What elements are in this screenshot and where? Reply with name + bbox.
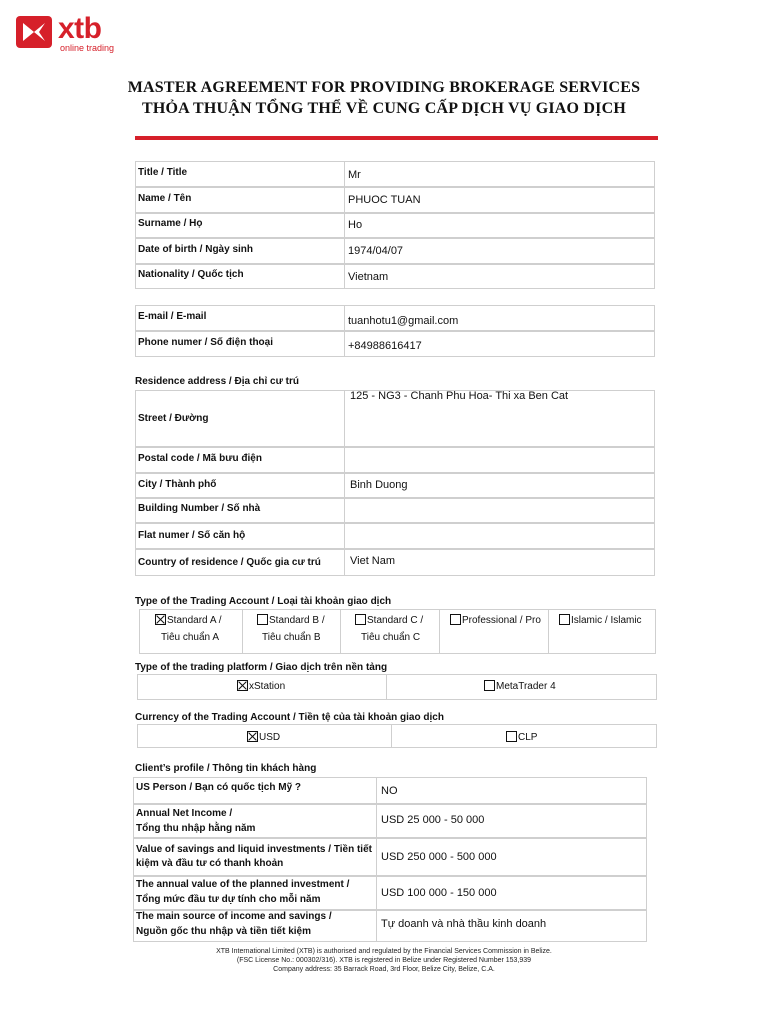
document-title-vietnamese: THỎA THUẬN TỔNG THỂ VỀ CUNG CẤP DỊCH VỤ GIAO DỊCH [142,100,626,117]
savings-value: USD 250 000 - 500 000 [381,851,497,863]
option-label: Standard B / [269,615,325,626]
document-title-english: MASTER AGREEMENT FOR PROVIDING BROKERAGE SERVICES [127,79,641,96]
flat-number-value-cell[interactable] [344,523,655,549]
city-label: City / Thành phố [138,479,217,490]
residence-section-title: Residence address / Địa chỉ cư trú [135,376,299,387]
currency-box [137,724,657,748]
us-person-label: US Person / Bạn có quốc tịch Mỹ ? [136,782,302,793]
planned-investment-value: USD 100 000 - 150 000 [381,887,497,899]
us-person-value: NO [381,785,398,797]
footer-address: Company address: 35 Barrack Road, 3rd Floor, Belize City, Belize, C.A. [273,966,495,973]
option-label: Standard C / [367,615,424,626]
option-sublabel: Tiêu chuẩn A [161,632,220,643]
annual-income-value: USD 25 000 - 50 000 [381,814,485,826]
annual-income-label: Annual Net Income / [136,808,233,819]
divider [242,609,243,654]
footer-license: (FSC License No.: 000302/316). XTB is registered in Belize under Registered Number 153,939 [236,957,532,964]
footer-regulation: XTB International Limited (XTB) is authorised and regulated by the Financial Services Commission in Belize. [216,948,552,955]
income-source-label-vi: Nguồn gốc thu nhập và tiền tiết kiệm [136,926,312,937]
email-label: E-mail / E-mail [138,311,207,322]
option-label: USD [259,732,281,743]
option-usd[interactable] [247,731,280,743]
xtb-logo [16,12,116,53]
account-type-section-title: Type of the Trading Account / Loại tài khoản giao dịch [135,596,392,607]
option-clp[interactable] [506,731,537,743]
country-label: Country of residence / Quốc gia cư trú [138,557,321,568]
personal-value-cell[interactable] [344,264,655,289]
email-value: tuanhotu1@gmail.com [348,315,459,327]
title-label: Title / Title [138,167,188,178]
date-of-birth-label: Date of birth / Ngày sinh [138,244,254,255]
divider [386,674,387,700]
option-standard-b[interactable] [257,614,325,626]
option-label: CLP [518,732,538,743]
option-label: xStation [249,681,286,692]
option-label: MetaTrader 4 [496,681,556,692]
city-value: Binh Duong [350,479,408,491]
divider [391,724,392,748]
title-divider [135,136,658,140]
option-standard-a[interactable] [155,614,222,626]
option-label: Islamic / Islamic [571,615,642,626]
option-standard-c[interactable] [355,614,423,626]
divider [548,609,549,654]
name-label: Name / Tên [138,193,192,204]
phone-label: Phone numer / Số điện thoại [138,337,274,348]
date-of-birth-value: 1974/04/07 [348,245,404,257]
checkbox-icon[interactable] [257,614,268,625]
savings-label: Value of savings and liquid investments / Tiền tiết [136,844,372,855]
checkbox-checked-icon[interactable] [155,614,166,625]
income-source-value: Tự doanh và nhà thầu kinh doanh [381,918,547,930]
option-sublabel: Tiêu chuẩn C [361,632,421,643]
personal-value-cell[interactable] [344,161,655,187]
postal-code-label: Postal code / Mã bưu điện [138,453,262,464]
currency-section-title: Currency of the Trading Account / Tiền tệ của tài khoản giao dịch [135,712,444,723]
income-source-label: The main source of income and savings / [136,911,332,922]
divider [340,609,341,654]
flat-number-label: Flat numer / Số căn hộ [138,530,246,541]
platform-section-title: Type of the trading platform / Giao dịch trên nền tảng [135,662,388,673]
option-islamic[interactable] [559,614,642,626]
checkbox-icon[interactable] [506,731,517,742]
option-label: Professional / Pro [462,615,541,626]
nationality-label: Nationality / Quốc tịch [138,269,244,280]
checkbox-icon[interactable] [355,614,366,625]
nationality-value: Vietnam [348,271,389,283]
postal-code-value-cell[interactable] [344,447,655,473]
option-label: Standard A / [167,615,222,626]
street-value: 125 - NG3 - Chanh Phu Hoa- Thi xa Ben Cat [350,390,569,402]
checkbox-checked-icon[interactable] [237,680,248,691]
surname-label: Surname / Họ [138,218,203,229]
planned-investment-label: The annual value of the planned investment / [136,879,350,890]
building-number-label: Building Number / Số nhà [138,503,261,514]
option-sublabel: Tiêu chuẩn B [262,632,321,643]
checkbox-icon[interactable] [559,614,570,625]
phone-value: +84988616417 [348,340,422,352]
brand-tagline: online trading [60,43,115,53]
platform-box [137,674,657,700]
title-value: Mr [348,169,361,181]
street-label: Street / Đường [138,413,209,424]
profile-section-title: Client’s profile / Thông tin khách hàng [135,763,317,774]
profile-value-cell[interactable] [376,777,647,804]
checkbox-icon[interactable] [484,680,495,691]
option-professional[interactable] [450,614,541,626]
option-metatrader-4[interactable] [484,680,556,692]
name-value: PHUOC TUAN [348,194,421,206]
checkbox-checked-icon[interactable] [247,731,258,742]
planned-investment-label-vi: Tổng mức đầu tư dự tính cho mỗi năm [136,894,321,905]
annual-income-label-vi: Tổng thu nhập hằng năm [136,823,256,834]
personal-value-cell[interactable] [344,213,655,238]
country-value: Viet Nam [350,555,396,567]
divider [439,609,440,654]
savings-label-vi: kiệm và đầu tư có thanh khoản [136,858,284,869]
brand-name: xtb [58,12,102,45]
xtb-logo-mark [16,16,52,48]
building-number-value-cell[interactable] [344,498,655,523]
option-xstation[interactable] [237,680,285,692]
checkbox-icon[interactable] [450,614,461,625]
surname-value: Ho [348,219,363,231]
